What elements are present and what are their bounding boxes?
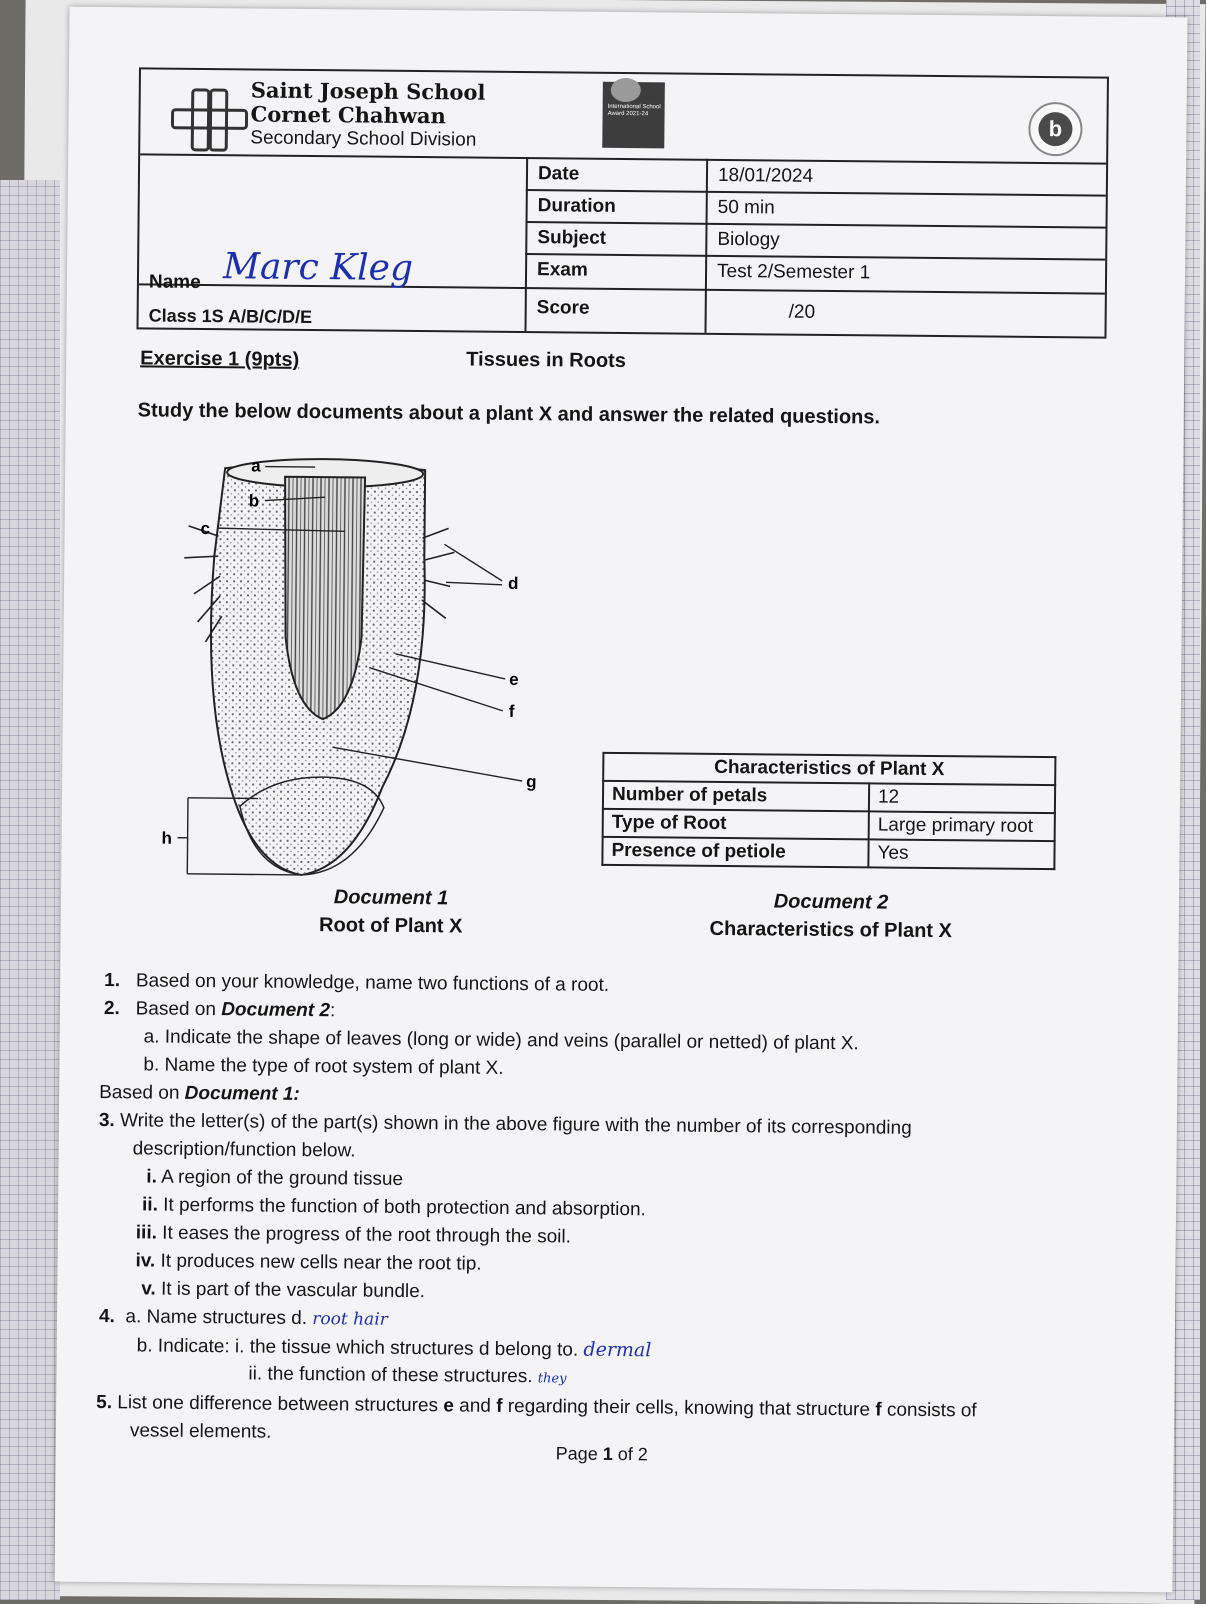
question-4a bbox=[99, 1305, 388, 1332]
root-diagram bbox=[131, 445, 535, 899]
duration-label: Duration bbox=[538, 195, 616, 218]
item-text: It performs the function of both protection and absorption. bbox=[163, 1195, 646, 1221]
answer-handwritten[interactable]: dermal bbox=[583, 1339, 651, 1362]
list-item bbox=[135, 1249, 481, 1276]
ib-logo-letter: b bbox=[1038, 112, 1072, 146]
question-number: 3. bbox=[99, 1110, 115, 1131]
school-logo-icon bbox=[170, 88, 249, 153]
label-c: c bbox=[200, 519, 210, 538]
question-5-line2: vessel elements. bbox=[130, 1419, 272, 1444]
score-value: /20 bbox=[789, 302, 816, 324]
question-text: b. Indicate: bbox=[137, 1335, 230, 1357]
question-text: Based on bbox=[136, 998, 216, 1020]
page-prefix: Page bbox=[556, 1443, 598, 1463]
question-text: and bbox=[459, 1395, 491, 1416]
question-3 bbox=[99, 1109, 912, 1141]
item-text: A region of the ground tissue bbox=[161, 1167, 403, 1190]
question-text: a. Name structures d. bbox=[125, 1306, 307, 1329]
table-value: Yes bbox=[868, 839, 1054, 869]
question-text: regarding their cells, knowing that structure bbox=[508, 1396, 870, 1420]
label-h: h bbox=[162, 829, 173, 848]
date-label: Date bbox=[538, 163, 579, 185]
table-row bbox=[602, 837, 1054, 869]
item-text: It is part of the vascular bundle. bbox=[161, 1279, 425, 1303]
document-1-caption bbox=[291, 883, 492, 941]
table-key: Presence of petiole bbox=[602, 837, 868, 868]
table-row bbox=[603, 781, 1055, 813]
item-number: iii. bbox=[136, 1222, 157, 1243]
table-value: 12 bbox=[869, 783, 1055, 813]
question-number: 5. bbox=[96, 1392, 112, 1413]
ib-logo-icon bbox=[1028, 102, 1083, 157]
document-2-title: Characteristics of Plant X bbox=[681, 915, 981, 946]
header-table bbox=[136, 67, 1108, 338]
row-divider bbox=[526, 221, 1106, 229]
document-2-caption bbox=[681, 887, 982, 946]
question-5 bbox=[96, 1391, 977, 1423]
table-key: Number of petals bbox=[603, 781, 869, 812]
subject-value: Biology bbox=[717, 229, 780, 252]
school-name bbox=[250, 78, 485, 152]
exam-label: Exam bbox=[537, 259, 588, 281]
class-label: Class 1S A/B/C/D/E bbox=[149, 305, 313, 328]
document-ref: Document 2 bbox=[221, 999, 330, 1021]
answer-handwritten[interactable]: root hair bbox=[312, 1309, 388, 1330]
column-divider bbox=[704, 159, 708, 333]
label-a: a bbox=[251, 456, 261, 475]
item-number: iv. bbox=[135, 1250, 155, 1271]
question-text: ii. the function of these structures. bbox=[248, 1363, 532, 1387]
exam-value: Test 2/Semester 1 bbox=[717, 261, 870, 284]
exercise-intro: Study the below documents about a plant X and answer the related questions. bbox=[138, 399, 881, 429]
label-g: g bbox=[526, 772, 537, 791]
table-row bbox=[603, 809, 1055, 841]
school-name-line1: Saint Joseph School bbox=[251, 78, 486, 104]
question-number: 1. bbox=[104, 970, 120, 991]
item-number: ii. bbox=[142, 1194, 158, 1215]
structure-ref: f bbox=[496, 1396, 503, 1417]
page-total: of 2 bbox=[618, 1444, 648, 1464]
document-ref: Document 1: bbox=[185, 1083, 300, 1105]
question-1 bbox=[104, 969, 609, 998]
exercise-topic: Tissues in Roots bbox=[466, 348, 626, 373]
question-4b-i bbox=[137, 1333, 652, 1363]
row-divider bbox=[525, 253, 1105, 261]
structure-ref: e bbox=[443, 1395, 454, 1416]
characteristics-table-title: Characteristics of Plant X bbox=[603, 753, 1055, 785]
based-on-prefix: Based on bbox=[99, 1082, 179, 1104]
based-on-document-1 bbox=[99, 1081, 300, 1107]
label-b: b bbox=[249, 491, 260, 510]
award-globe-icon bbox=[611, 78, 641, 102]
table-value: Large primary root bbox=[869, 811, 1055, 841]
header-divider bbox=[140, 153, 1106, 164]
document-1-title: Root of Plant X bbox=[291, 911, 491, 941]
score-label: Score bbox=[537, 297, 590, 320]
list-item bbox=[146, 1165, 403, 1191]
question-4b-ii bbox=[248, 1362, 566, 1391]
graph-paper-left bbox=[0, 180, 60, 1600]
item-text: It produces new cells near the root tip. bbox=[160, 1251, 481, 1275]
question-number: 4. bbox=[99, 1306, 115, 1327]
label-f: f bbox=[509, 702, 515, 721]
item-number: v. bbox=[141, 1278, 156, 1299]
root-hairs-right bbox=[422, 528, 455, 618]
page-number bbox=[556, 1443, 648, 1465]
table-key: Type of Root bbox=[603, 809, 869, 840]
student-name-handwritten[interactable]: Marc Kleg bbox=[223, 246, 413, 289]
document-2-number: Document 2 bbox=[681, 887, 981, 918]
list-item bbox=[136, 1221, 571, 1249]
school-name-line2: Cornet Chahwan bbox=[250, 102, 485, 128]
award-text: International School Award 2021-24 bbox=[608, 104, 661, 117]
question-2 bbox=[104, 997, 336, 1023]
duration-value: 50 min bbox=[718, 197, 775, 220]
question-number: 2. bbox=[104, 998, 120, 1019]
list-item bbox=[142, 1193, 646, 1222]
item-number: i. bbox=[146, 1166, 157, 1187]
label-e: e bbox=[509, 670, 519, 689]
exercise-title: Exercise 1 (9pts) bbox=[140, 347, 299, 372]
question-2b: b. Name the type of root system of plant X. bbox=[143, 1053, 503, 1080]
question-3-line2: description/function below. bbox=[133, 1137, 356, 1163]
label-d: d bbox=[508, 574, 519, 593]
characteristics-table bbox=[601, 752, 1056, 870]
subject-label: Subject bbox=[537, 227, 606, 250]
answer-handwritten[interactable]: they bbox=[538, 1371, 567, 1386]
school-division: Secondary School Division bbox=[250, 126, 485, 152]
question-2a: a. Indicate the shape of leaves (long or wide) and veins (parallel or netted) of plant X. bbox=[144, 1025, 859, 1056]
column-divider bbox=[524, 157, 528, 331]
question-text: i. the tissue which structures d belong to. bbox=[235, 1336, 578, 1360]
list-item bbox=[141, 1277, 425, 1304]
question-text: Write the letter(s) of the part(s) shown in the above figure with the number of its corresponding bbox=[120, 1110, 912, 1139]
question-text: List one difference between structures bbox=[117, 1392, 438, 1416]
date-value: 18/01/2024 bbox=[718, 165, 813, 188]
item-text: It eases the progress of the root through the soil. bbox=[162, 1223, 571, 1248]
question-text: consists of bbox=[887, 1400, 977, 1422]
colon: : bbox=[330, 1000, 335, 1021]
structure-ref: f bbox=[875, 1399, 882, 1420]
page-current: 1 bbox=[603, 1444, 613, 1464]
document-1-number: Document 1 bbox=[291, 883, 491, 913]
name-label: Name bbox=[149, 271, 201, 293]
exam-paper bbox=[54, 7, 1187, 1593]
question-text: Based on your knowledge, name two functions of a root. bbox=[136, 970, 609, 996]
